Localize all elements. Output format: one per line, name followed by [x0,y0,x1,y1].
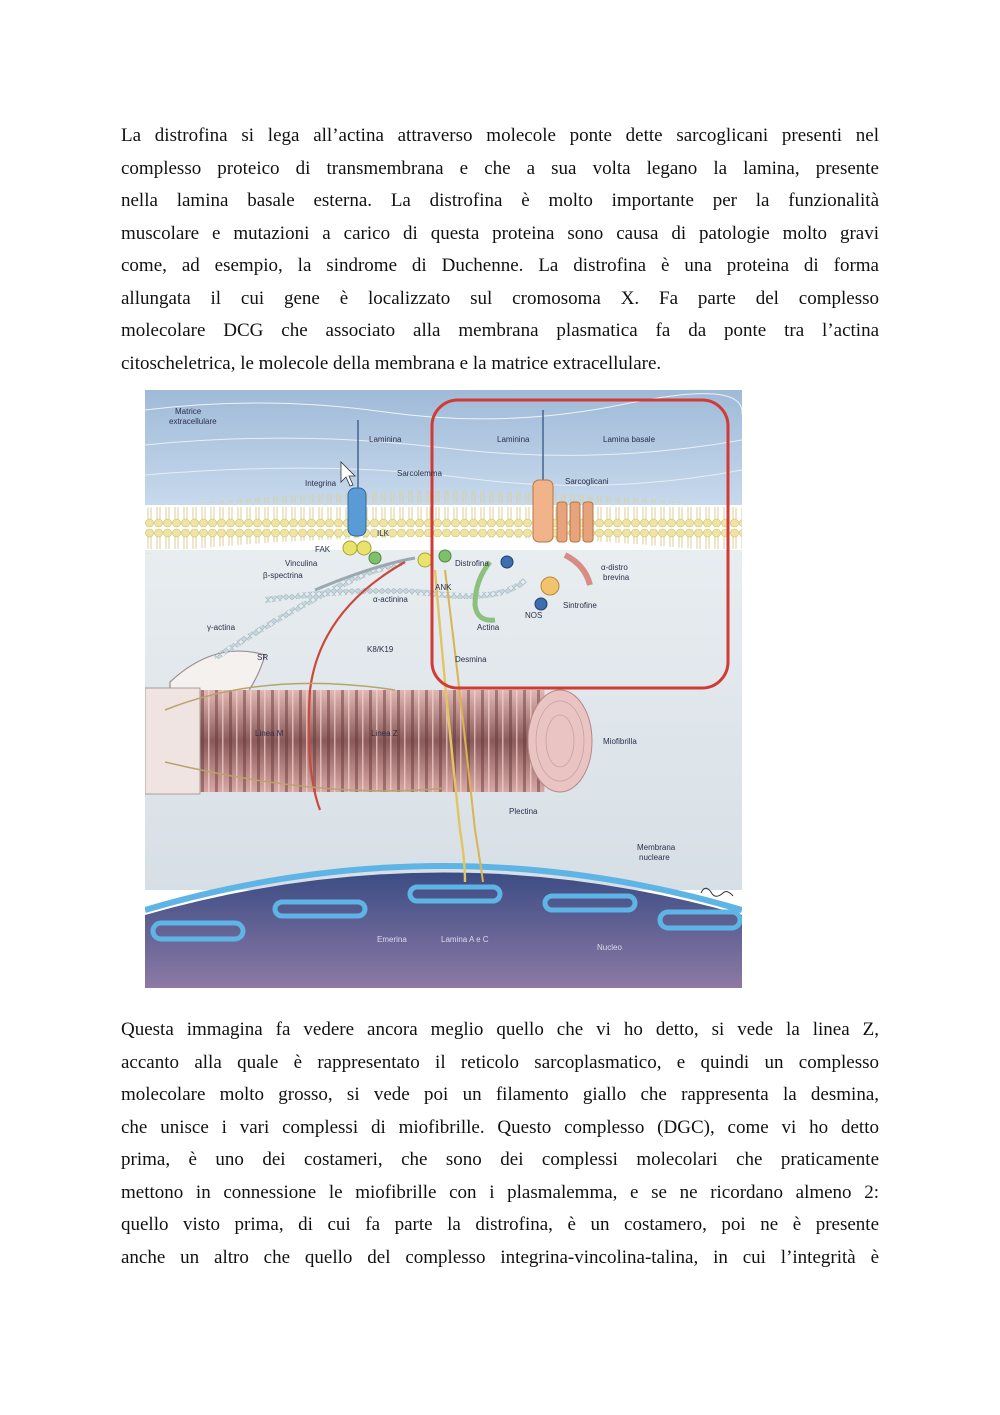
label-integrina: Integrina [305,479,337,488]
label-distrofina: Distrofina [455,559,489,568]
text-line: prima, è uno dei costameri, che sono dei complessi molecolari che praticamente [121,1149,879,1170]
costamere-diagram [145,390,742,988]
label-laminina-right: Laminina [497,435,530,444]
label-fak: FAK [315,545,331,554]
text-line: allungata il cui gene è localizzato sul cromosoma X. Fa parte del complesso [121,287,879,309]
costamere-figure [145,390,742,988]
text-line: citoscheletrica, le molecole della membrana e la matrice extracellulare. [121,352,662,374]
label-matrice: Matrice [175,407,202,416]
label-alfa-distrobrevina-2: brevina [603,573,630,582]
label-membrana-nucleare: Membrana [637,843,676,852]
text-line: La distrofina si lega all’actina attraverso molecole ponte dette sarcoglicani presenti nel [121,125,879,146]
label-lamina-ac: Lamina A e C [441,935,489,944]
label-actina: Actina [477,623,500,632]
label-miofibrilla: Miofibrilla [603,737,637,746]
label-sintrofine: Sintrofine [563,601,597,610]
text-line: quello visto prima, di cui fa parte la distrofina, è un costamero, poi ne è presente [121,1214,879,1235]
label-laminina-left: Laminina [369,435,402,444]
label-nos: NOS [525,611,543,620]
sarcolemma-membrane [145,491,742,554]
text-line: molecolare molto grosso, si vede poi un filamento giallo che rappresenta la desmina, [121,1084,879,1105]
label-k8k19: K8/K19 [367,645,394,654]
label-sarcoglicani: Sarcoglicani [565,477,609,486]
label-gamma-actina: γ-actina [207,623,236,632]
text-line: anche un altro che quello del complesso integrina-vincolina-talina, in cui l’integrità è [121,1246,879,1268]
label-alfa-distrobrevina: α-distro [601,563,628,572]
label-alfa-actinina: α-actinina [373,595,408,604]
paragraph-1 [121,120,879,380]
text-line: nella lamina basale esterna. La distrofina è molto importante per la funzionalità [121,190,879,211]
label-linea-m: Linea M [255,729,284,738]
label-vinculina: Vinculina [285,559,318,568]
text-line: complesso proteico di transmembrana e che a sua volta legano la lamina, presente [121,157,879,179]
label-ilk: ILK [377,529,390,538]
label-membrana-nucleare-2: nucleare [639,853,670,862]
label-emerina: Emerina [377,935,407,944]
text-line: mettono in connessione le miofibrille con i plasmalemma, e se ne ricordano almeno 2: [121,1181,879,1203]
label-linea-z: Linea Z [371,729,398,738]
text-line: molecolare DCG che associato alla membrana plasmatica fa da ponte tra l’actina [121,320,879,341]
label-beta-spectrina: β-spectrina [263,571,303,580]
label-sarcolemma: Sarcolemma [397,469,442,478]
label-lamina-basale: Lamina basale [603,435,656,444]
label-desmina: Desmina [455,655,487,664]
label-ank: ANK [435,583,452,592]
text-line: accanto alla quale è rappresentato il reticolo sarcoplasmatico, e quindi un complesso [121,1051,879,1073]
myofibril [145,688,592,794]
label-nucleo: Nucleo [597,943,622,952]
label-sr: SR [257,653,269,662]
label-plectina: Plectina [509,807,538,816]
paragraph-2 [121,1014,879,1274]
text-line: come, ad esempio, la sindrome di Duchenne. La distrofina è una proteina di forma [121,255,879,276]
text-line: Questa immagina fa vedere ancora meglio quello che vi ho detto, si vede la linea Z, [121,1019,879,1040]
text-line: muscolare e mutazioni a carico di questa proteina sono causa di patologie molto gravi [121,222,879,244]
label-matrice-2: extracellulare [169,417,217,426]
text-line: che unisce i vari complessi di miofibrille. Questo complesso (DGC), come vi ho detto [121,1116,879,1138]
